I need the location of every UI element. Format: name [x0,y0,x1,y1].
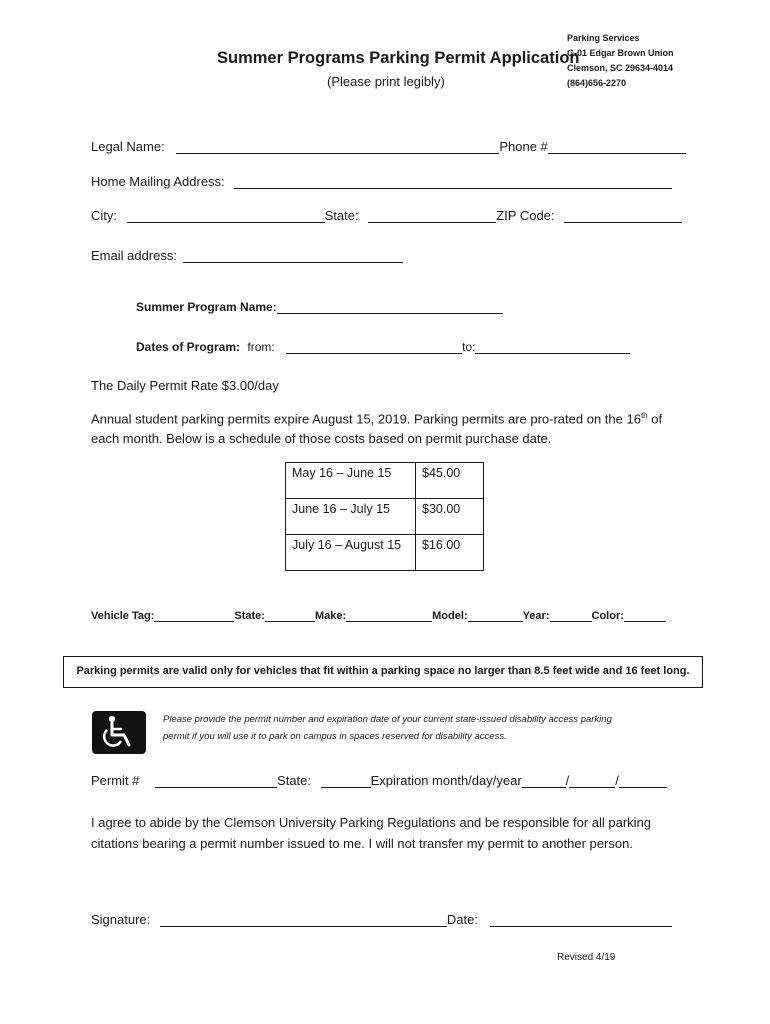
cost-cell: $45.00 [416,463,484,499]
program-row [136,299,503,314]
date-separator: / [615,773,619,788]
form-subtitle: (Please print legibly) [327,74,445,89]
program-name-field[interactable] [277,299,503,314]
dates-row [136,339,630,354]
from-label: from: [247,340,275,354]
state-field[interactable] [368,208,496,223]
permit-number-field[interactable] [155,773,277,788]
color-field[interactable] [624,607,666,622]
to-label: to: [462,340,476,354]
legal-name-row [91,139,686,154]
legal-name-label: Legal Name: [91,139,165,154]
table-row [286,499,484,535]
office-address [567,31,674,91]
annual-text-end: of [647,411,663,427]
revision-note: Revised 4/19 [557,952,616,963]
annual-text: Annual student parking permits expire August 15, 2019. Parking permits are pro-rated on the 16 [91,411,641,427]
model-field[interactable] [468,607,523,622]
period-cell: May 16 – June 15 [286,463,416,499]
daily-rate: The Daily Permit Rate $3.00/day [91,378,279,393]
vehicle-size-notice: Parking permits are valid only for vehicles that fit within a parking space no larger than 8.5 feet wide and 16 feet long. [63,656,703,688]
disability-permit-row [91,773,667,788]
color-label: Color: [591,610,624,622]
annual-info-line2: each month. Below is a schedule of those costs based on permit purchase date. [91,431,552,446]
annual-info-line1 [91,411,662,426]
make-field[interactable] [346,607,432,622]
table-row [286,463,484,499]
email-row [91,248,403,263]
address-line: Parking Services [567,33,640,43]
date-label: Date: [446,912,478,927]
table-row [286,535,484,571]
permit-label: Permit # [91,773,140,788]
city-field[interactable] [127,208,325,223]
cost-cell: $30.00 [416,499,484,535]
model-label: Model: [432,610,468,622]
period-cell: July 16 – August 15 [286,535,416,571]
year-field[interactable] [550,607,592,622]
expiration-label: Expiration month/day/year [370,773,522,788]
mailing-label: Home Mailing Address: [91,174,225,189]
city-row [91,208,682,223]
permit-state-label: State: [277,773,311,788]
from-date-field[interactable] [286,339,462,354]
address-line: Clemson, SC 29634-4014 [567,63,674,73]
period-cell: June 16 – July 15 [286,499,416,535]
ordinal-suffix: th [640,411,648,420]
expiration-month-field[interactable] [522,773,566,788]
form-title: Summer Programs Parking Permit Application [217,49,580,67]
vehicle-row [91,607,666,622]
phone-field[interactable] [548,139,686,154]
agreement-line: citations bearing a permit number issued to me. I will not transfer my permit to another person. [91,836,633,851]
address-line: (864)656-2270 [567,78,627,88]
email-field[interactable] [183,248,403,263]
vehicle-state-label: State: [234,610,265,622]
city-label: City: [91,208,117,223]
to-date-field[interactable] [475,339,630,354]
legal-name-field[interactable] [176,139,499,154]
agreement-text [91,812,651,854]
rate-schedule-table [285,462,484,571]
mailing-row [91,174,672,189]
dates-label: Dates of Program: [136,340,241,354]
address-line: G-01 Edgar Brown Union [567,48,674,58]
email-label: Email address: [91,248,177,263]
zip-field[interactable] [564,208,682,223]
make-label: Make: [314,610,347,622]
signature-row [91,912,672,927]
vehicle-tag-label: Vehicle Tag: [91,610,155,622]
program-name-label: Summer Program Name: [136,300,277,314]
signature-field[interactable] [160,912,447,927]
state-label: State: [324,208,359,223]
cost-cell: $16.00 [416,535,484,571]
year-label: Year: [522,610,550,622]
disability-text: Please provide the permit number and expiration date of your current state-issued disability access parking [163,714,612,725]
date-separator: / [565,773,570,788]
permit-state-field[interactable] [321,773,371,788]
disability-text: permit if you will use it to park on campus in spaces reserved for disability access. [163,731,507,742]
signature-date-field[interactable] [490,912,672,927]
vehicle-tag-field[interactable] [154,607,234,622]
expiration-year-field[interactable] [619,773,667,788]
agreement-line: I agree to abide by the Clemson University Parking Regulations and be responsible for all parking [91,815,652,830]
signature-label: Signature: [91,912,151,927]
disability-instructions [163,711,612,745]
vehicle-state-field[interactable] [265,607,315,622]
phone-label: Phone # [499,139,548,154]
expiration-day-field[interactable] [569,773,615,788]
zip-label: ZIP Code: [496,208,555,223]
mailing-field[interactable] [234,174,672,189]
wheelchair-icon [92,711,146,754]
